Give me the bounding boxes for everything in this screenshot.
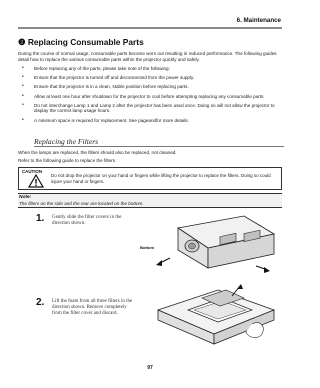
list-item: • Do not interchange Lamp 1 and Lamp 2 after the projector has been used once. Doing so will not allow the projector to display the correct lamp usage hours. [20, 103, 282, 114]
figure-label-bottom: Bottom [140, 245, 154, 250]
bullet-text: A minimum space is required for replacement. See page [34, 117, 149, 123]
caution-text: Do not drop the projector on your hand or fingers while lifting the projector to replace the filters. Doing so could injure your hand or fingers. [51, 173, 271, 184]
step-text: Gently slide the filter covers in the direction shown. [52, 215, 122, 227]
list-item: • Allow at least one hour after shutdown for the projector to cool before attempting replacing any consumable parts. [20, 94, 282, 100]
subsection-title: Replacing the Filters [34, 137, 99, 146]
projector-bottom-illustration [148, 210, 280, 276]
bullet-text: for more details. [156, 117, 189, 123]
section-title-text: Replacing Consumable Parts [27, 37, 144, 47]
section-number-icon: ❷ [18, 37, 26, 47]
subsection-divider [34, 146, 284, 147]
note-text: The filters on the side and the rear are located on the bottom. [19, 201, 144, 206]
paragraph: Refer to the following guide to replace the filters. [18, 158, 117, 163]
filter-foam-illustration [148, 284, 280, 354]
warning-triangle-icon [28, 174, 44, 188]
page-header-title: 6. Maintenance [236, 17, 281, 24]
page-number: 97 [147, 365, 153, 371]
caution-label: CAUTION [22, 169, 43, 174]
intro-paragraph: During the course of normal usage, consumable parts become worn out resulting in reduced performance. The following guides detail how to replace the various consumable parts within the projector quickly and safely. [18, 51, 277, 62]
section-title [18, 37, 144, 47]
list-item: • Ensure that the projector is in a clean, stable position before replacing parts. [20, 84, 282, 90]
list-item: • Ensure that the projector is turned off and disconnected from the power supply. [20, 75, 282, 81]
header-divider [18, 27, 282, 29]
list-item: • Before replacing any of the parts, please take note of the following: [20, 66, 282, 72]
bullet-text: and [148, 117, 157, 123]
list-item [20, 118, 282, 124]
step-number: 2. [36, 297, 45, 308]
step-text: Lift the foam from all three filters in the direction shown. Remove completely from the filter cover and discard. [52, 299, 133, 317]
paragraph: When the lamps are replaced, the filters should also be replaced, not cleaned. [18, 150, 177, 155]
step-number: 1. [36, 213, 45, 224]
note-label: Note: [19, 195, 32, 200]
bullet-list [20, 66, 282, 127]
